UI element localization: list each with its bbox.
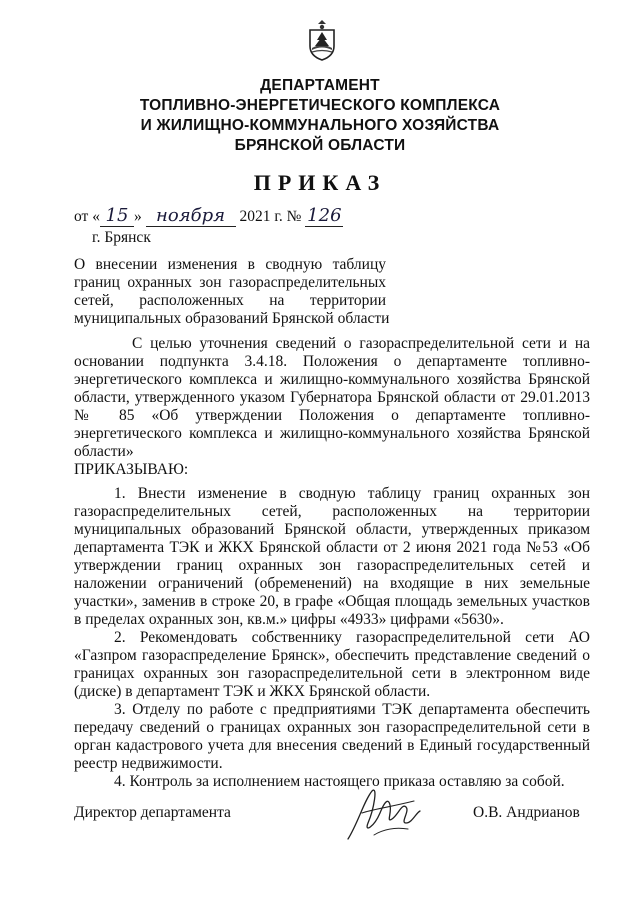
order-item-1: 1. Внести изменение в сводную таблицу границ охранных зон газораспределительных сетей, расположенных на территории муниципальных образований Брянской области, утвержденных приказом департамента ТЭК и ЖКХ Брянской области от 2 июня 2021 года №53 «Об утверждении границ охранных зон газораспределительных сетей и наложении ограничений (обременений) на входящие в них земельные участки», заменив в строке 20, в графе «Общая площадь земельных участков в пределах охранных зон, кв.м.» цифры «4933» цифрами «5630». [74,485,590,628]
header-line-2: ТОПЛИВНО-ЭНЕРГЕТИЧЕСКОГО КОМПЛЕКСА [139,97,501,114]
preamble: С целью уточнения сведений о газораспределительной сети и на основании подпункта 3.4.18. Положения о департаменте топливно-энергетического комплекса и жилищно-коммунального хозяйства Брянской области, утвержденного указом Губернатора Брянской области от 29.01.2013 № 85 «Об утверждении Положения о департаменте топливно-энергетического комплекса и жилищно-коммунального хозяйства Брянской области» [74,335,590,460]
header-line-4: БРЯНСКОЙ ОБЛАСТИ [234,137,406,154]
subject-line-1: О внесении изменения в сводную таблицу [74,256,386,273]
header-line-1: ДЕПАРТАМЕНТ [260,77,380,94]
subject-line-3: сетей, расположенных на территории [74,292,386,309]
coat-of-arms-icon [306,18,338,62]
date-separator: » [133,208,146,225]
order-body [74,335,590,791]
handwritten-day: 15 [100,205,134,227]
date-prefix: от « [74,208,100,225]
signatory-name: О.В. Андрианов [473,804,580,821]
signatory-position: Директор департамента [74,804,231,821]
subject-block [74,256,390,328]
handwritten-month: ноября [146,205,236,227]
department-header [0,76,640,156]
header-line-3: И ЖИЛИЩНО-КОММУНАЛЬНОГО ХОЗЯЙСТВА [140,117,500,134]
order-item-3: 3. Отделу по работе с предприятиями ТЭК департамента обеспечить передачу сведений о границах охранных зон газораспределительной сети в орган кадастрового учета для внесения сведений в Единый государственный реестр недвижимости. [74,701,590,772]
handwritten-order-number: 126 [307,205,342,226]
order-word: ПРИКАЗЫВАЮ: [74,461,189,478]
order-item-4: 4. Контроль за исполнением настоящего приказа оставляю за собой. [114,773,565,790]
subject-line-4: муниципальных образований Брянской области [74,310,390,327]
subject-line-2: границ охранных зон газораспределительных [74,274,386,291]
document-title: ПРИКАЗ [253,170,387,195]
order-item-2: 2. Рекомендовать собственнику газораспределительной сети АО «Газпром газораспределение Брянск», обеспечить представление сведений о границах охранных зон газораспределительной сети в электронном виде (диске) в департамент ТЭК и ЖКХ Брянской области. [74,629,590,700]
city: г. Брянск [92,229,151,246]
handwritten-signature-icon [344,783,422,845]
year-and-number-label: 2021 г. № [235,208,302,225]
date-number-line [74,205,343,227]
